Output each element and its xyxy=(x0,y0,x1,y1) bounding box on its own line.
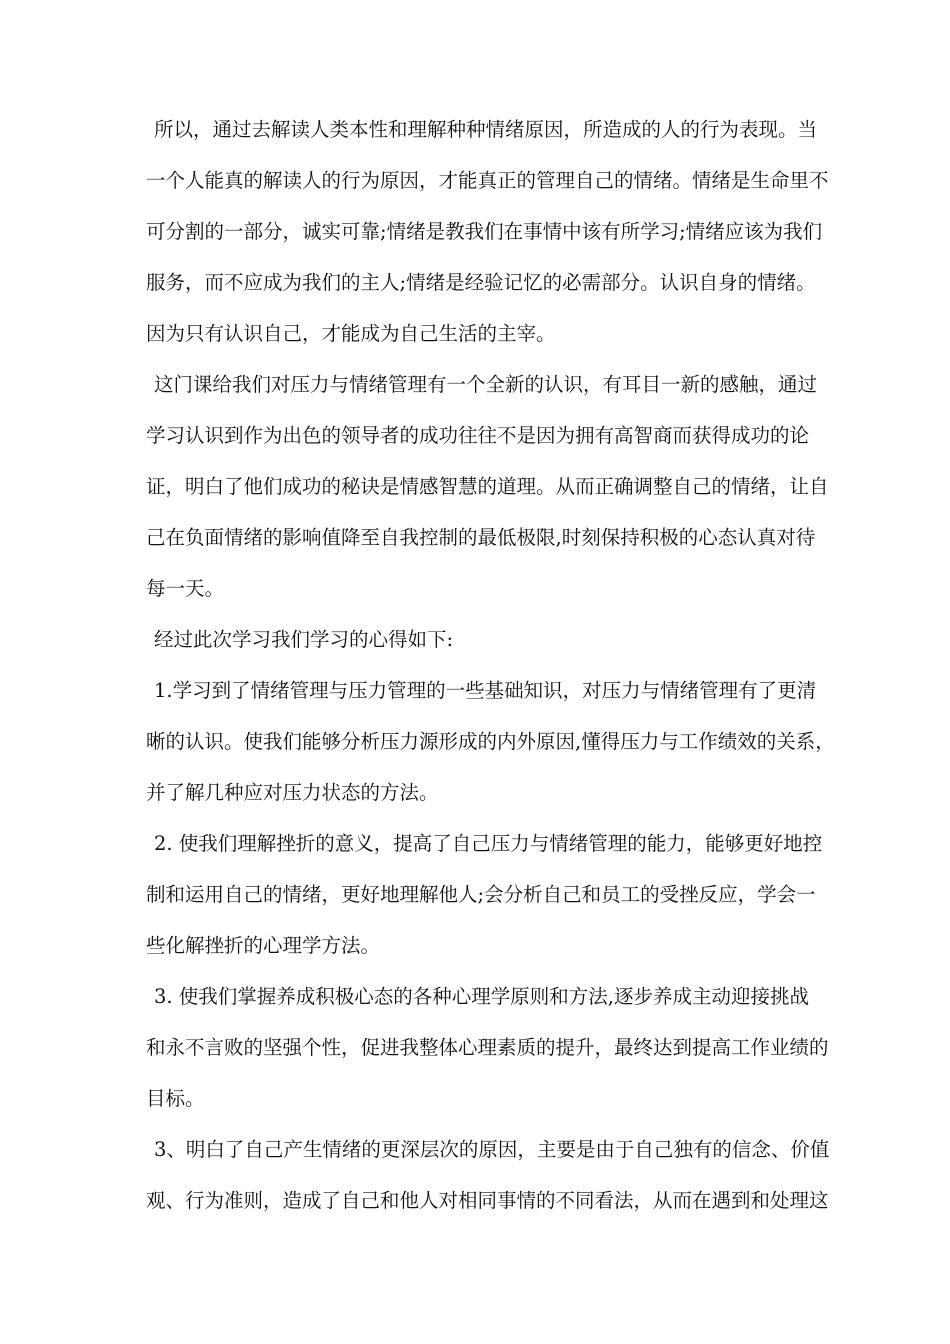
text-line: 制和运用自己的情绪，更好地理解他人;会分析自己和员工的受挫反应，学会一 xyxy=(146,883,816,906)
text-line: 晰的认识。使我们能够分析压力源形成的内外原因,懂得压力与工作绩效的关系， xyxy=(146,730,835,753)
text-line: 2. 使我们理解挫折的意义，提高了自己压力与情绪管理的能力，能够更好地控 xyxy=(154,832,823,855)
text-line: 3. 使我们掌握养成积极心态的各种心理学原则和方法,逐步养成主动迎接挑战 xyxy=(154,985,810,1008)
text-line: 3、明白了自己产生情绪的更深层次的原因，主要是由于自己独有的信念、价值 xyxy=(154,1138,830,1161)
text-line: 并了解几种应对压力状态的方法。 xyxy=(146,781,439,804)
text-line: 证，明白了他们成功的秘诀是情感智慧的道理。从而正确调整自己的情绪，让自 xyxy=(146,475,829,498)
text-line: 一个人能真的解读人的行为原因，才能真正的管理自己的情绪。情绪是生命里不 xyxy=(146,169,829,192)
paragraph-4 xyxy=(146,665,835,818)
text-line: 经过此次学习我们学习的心得如下: xyxy=(154,628,454,651)
text-line: 服务，而不应成为我们的主人;情绪是经验记忆的必需部分。认识自身的情绪。 xyxy=(146,271,816,294)
text-line: 己在负面情绪的影响值降至自我控制的最低极限,时刻保持积极的心态认真对待 xyxy=(146,526,816,549)
paragraph-2 xyxy=(146,359,829,614)
paragraph-1 xyxy=(146,104,829,359)
paragraph-3 xyxy=(146,614,811,665)
text-line: 1.学习到了情绪管理与压力管理的一些基础知识，对压力与情绪管理有了更清 xyxy=(154,679,817,702)
paragraph-7 xyxy=(146,1124,830,1226)
text-line: 学习认识到作为出色的领导者的成功往往不是因为拥有高智商而获得成功的论 xyxy=(146,424,810,447)
text-line: 和永不言败的坚强个性，促进我整体心理素质的提升，最终达到提高工作业绩的 xyxy=(146,1036,829,1059)
text-line: 些化解挫折的心理学方法。 xyxy=(146,934,381,957)
document-body xyxy=(146,104,835,1226)
text-line: 每一天。 xyxy=(146,577,225,600)
paragraph-6 xyxy=(146,971,829,1124)
text-line: 这门课给我们对压力与情绪管理有一个全新的认识，有耳目一新的感触，通过 xyxy=(154,373,818,396)
text-line: 观、行为准则，造成了自己和他人对相同事情的不同看法，从而在遇到和处理这 xyxy=(146,1189,829,1212)
text-line: 所以，通过去解读人类本性和理解种种情绪原因，所造成的人的行为表现。当 xyxy=(154,118,818,141)
text-line: 因为只有认识自己，才能成为自己生活的主宰。 xyxy=(146,322,556,345)
text-line: 可分割的一部分，诚实可靠;情绪是教我们在事情中该有所学习;情绪应该为我们 xyxy=(146,220,823,243)
text-line: 目标。 xyxy=(146,1087,205,1110)
paragraph-5 xyxy=(146,818,823,971)
